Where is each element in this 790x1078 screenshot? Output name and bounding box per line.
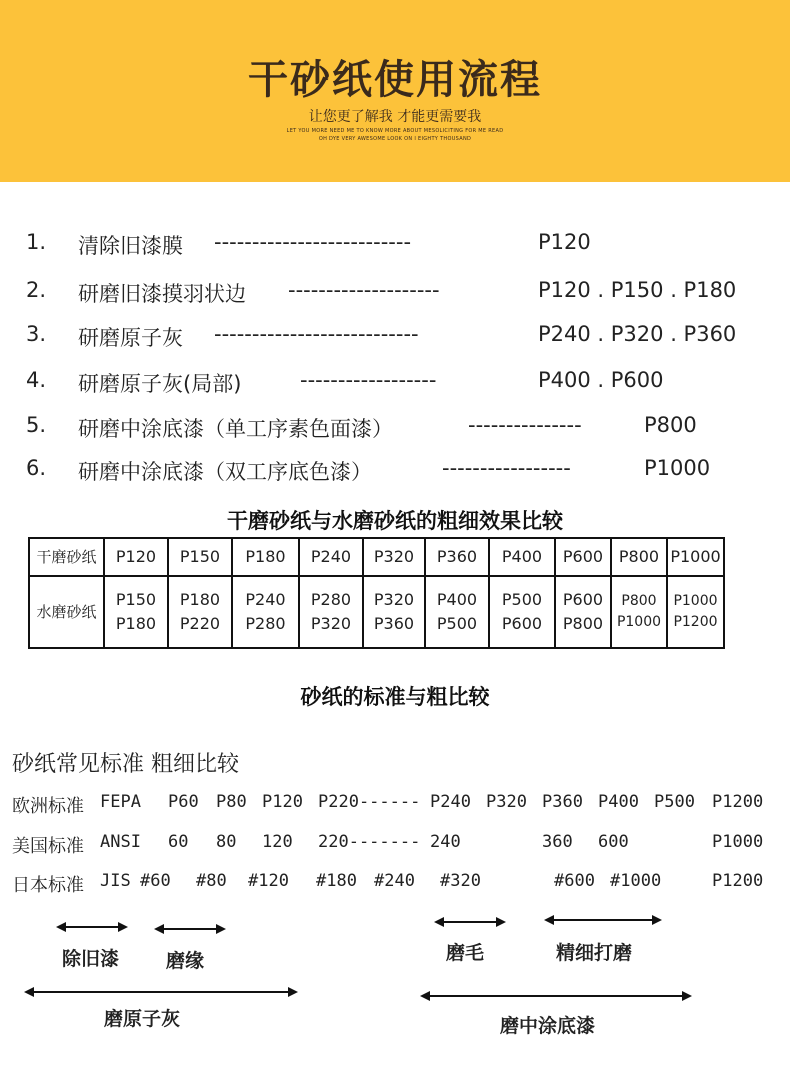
table-cell bbox=[425, 576, 489, 648]
standard-value: #240 bbox=[374, 871, 415, 891]
cell-line: P500 bbox=[436, 613, 478, 633]
standard-value: #80 bbox=[196, 871, 227, 891]
standard-value: P320 bbox=[486, 792, 527, 812]
step-name: 研磨原子灰 bbox=[78, 326, 183, 350]
step-name: 研磨旧漆摸羽状边 bbox=[78, 282, 246, 306]
table-cell bbox=[299, 576, 363, 648]
cell-line: P320 bbox=[373, 589, 415, 609]
wet-row bbox=[29, 576, 724, 648]
step-item bbox=[26, 368, 786, 398]
dry-row bbox=[29, 538, 724, 576]
table-cell bbox=[555, 576, 611, 648]
table-cell: P120 bbox=[104, 538, 168, 576]
standard-value: #320 bbox=[440, 871, 481, 891]
standard-value: #600 bbox=[554, 871, 595, 891]
english-tagline bbox=[0, 127, 790, 143]
standard-value: #1000 bbox=[610, 871, 662, 891]
step-name: 研磨中涂底漆（单工序素色面漆） bbox=[78, 417, 393, 441]
page-subtitle: 让您更了解我 才能更需要我 bbox=[308, 109, 482, 125]
step-item bbox=[26, 456, 786, 486]
edge-grinding-label: 磨缘 bbox=[166, 950, 205, 972]
table-cell: P180 bbox=[232, 538, 299, 576]
standard-value: 120 bbox=[262, 832, 293, 852]
comparison-table bbox=[28, 537, 725, 649]
step-grit: P120 . P150 . P180 bbox=[538, 278, 737, 302]
step-item bbox=[26, 322, 786, 352]
standard-value: P120 bbox=[262, 792, 303, 812]
cell-line: P400 bbox=[436, 589, 478, 609]
standard-value: P500 bbox=[654, 792, 695, 812]
fine-grinding-label: 精细打磨 bbox=[556, 942, 633, 964]
standard-value: #60 bbox=[140, 871, 171, 891]
grind-primer-label: 磨中涂底漆 bbox=[500, 1015, 596, 1037]
cell-line: P600 bbox=[501, 613, 543, 633]
cell-line: P360 bbox=[373, 613, 415, 633]
cell-line: P1000 bbox=[673, 592, 718, 609]
cell-line: P800 bbox=[621, 592, 657, 609]
standard-value: P1200 bbox=[712, 792, 764, 812]
standard-row-usa bbox=[12, 832, 782, 860]
standard-value: P60 bbox=[168, 792, 199, 812]
standard-value: 60 bbox=[168, 832, 189, 852]
cell-line: P800 bbox=[562, 613, 604, 633]
row-label: 水磨砂纸 bbox=[29, 576, 104, 648]
standard-value: JIS bbox=[100, 871, 131, 891]
table-cell: P1000 bbox=[667, 538, 724, 576]
english-tagline-line1: LET YOU MORE NEED ME TO KNOW MORE ABOUT MESOLICITING FOR ME READ bbox=[286, 128, 504, 134]
standard-label: 日本标准 bbox=[12, 875, 84, 896]
table-cell bbox=[168, 576, 232, 648]
standard-value: P400 bbox=[598, 792, 639, 812]
step-item bbox=[26, 413, 786, 443]
cell-line: P600 bbox=[562, 589, 604, 609]
cell-line: P280 bbox=[245, 613, 286, 633]
remove-old-paint-label: 除旧漆 bbox=[62, 948, 120, 970]
cell-line: P220 bbox=[179, 613, 221, 633]
table-cell: P360 bbox=[425, 538, 489, 576]
table-cell bbox=[363, 576, 425, 648]
table-cell bbox=[667, 576, 724, 648]
grind-putty-label: 磨原子灰 bbox=[104, 1008, 181, 1030]
standard-value: 220------- bbox=[318, 832, 421, 852]
standard-value: 600 bbox=[598, 832, 629, 852]
standard-value: P220------ bbox=[318, 792, 421, 812]
standard-value: ANSI bbox=[100, 832, 141, 852]
cell-line: P150 bbox=[115, 589, 157, 609]
standard-value: #120 bbox=[248, 871, 289, 891]
table-cell bbox=[611, 576, 667, 648]
cell-line: P1200 bbox=[673, 613, 718, 630]
step-item bbox=[26, 230, 786, 260]
scuffing-label: 磨毛 bbox=[446, 942, 485, 964]
table-cell: P150 bbox=[168, 538, 232, 576]
step-name: 研磨中涂底漆（双工序底色漆） bbox=[78, 460, 372, 484]
cell-line: P240 bbox=[245, 589, 286, 609]
step-grit: P120 bbox=[538, 230, 591, 254]
step-item bbox=[26, 278, 786, 308]
standard-value: P1200 bbox=[712, 871, 764, 891]
table-cell: P320 bbox=[363, 538, 425, 576]
table-cell bbox=[489, 576, 555, 648]
comparison-title: 干磨砂纸与水磨砂纸的粗细效果比较 bbox=[227, 509, 563, 533]
step-number: 4. bbox=[26, 368, 47, 392]
step-number: 5. bbox=[26, 413, 47, 437]
step-grit: P400 . P600 bbox=[538, 368, 664, 392]
step-number: 1. bbox=[26, 230, 47, 254]
step-grit: P240 . P320 . P360 bbox=[538, 322, 737, 346]
header-banner bbox=[0, 0, 790, 182]
step-number: 3. bbox=[26, 322, 47, 346]
cell-line: P500 bbox=[501, 589, 543, 609]
table-cell bbox=[104, 576, 168, 648]
step-number: 6. bbox=[26, 456, 47, 480]
standard-value: 240 bbox=[430, 832, 461, 852]
step-name: 研磨原子灰(局部) bbox=[78, 372, 242, 396]
cell-line: P180 bbox=[179, 589, 221, 609]
cell-line: P320 bbox=[310, 613, 352, 633]
step-leader: -------------------- bbox=[288, 278, 440, 302]
standard-label: 美国标准 bbox=[12, 836, 84, 857]
step-leader: ----------------- bbox=[442, 456, 571, 480]
standard-value: #180 bbox=[316, 871, 357, 891]
table-cell bbox=[232, 576, 299, 648]
table-cell: P800 bbox=[611, 538, 667, 576]
table-cell: P400 bbox=[489, 538, 555, 576]
step-leader: --------------- bbox=[468, 413, 582, 437]
step-leader: ------------------ bbox=[300, 368, 437, 392]
standard-label: 欧洲标准 bbox=[12, 796, 84, 817]
step-grit: P800 bbox=[644, 413, 697, 437]
step-number: 2. bbox=[26, 278, 47, 302]
standard-value: 360 bbox=[542, 832, 573, 852]
step-leader: --------------------------- bbox=[214, 322, 419, 346]
step-grit: P1000 bbox=[644, 456, 711, 480]
standard-value: FEPA bbox=[100, 792, 141, 812]
standard-value: P240 bbox=[430, 792, 471, 812]
standard-value: P1000 bbox=[712, 832, 764, 852]
cell-line: P280 bbox=[310, 589, 352, 609]
cell-line: P1000 bbox=[616, 613, 662, 630]
standard-row-europe bbox=[12, 792, 782, 820]
standard-value: P360 bbox=[542, 792, 583, 812]
standards-title: 砂纸的标准与粗比较 bbox=[300, 685, 490, 709]
step-leader: -------------------------- bbox=[214, 230, 412, 254]
row-label: 干磨砂纸 bbox=[29, 538, 104, 576]
table-cell: P240 bbox=[299, 538, 363, 576]
standard-value: 80 bbox=[216, 832, 237, 852]
page-title: 干砂纸使用流程 bbox=[248, 57, 542, 103]
range-arrows bbox=[0, 900, 790, 1070]
table-cell: P600 bbox=[555, 538, 611, 576]
standard-value: P80 bbox=[216, 792, 247, 812]
cell-line: P180 bbox=[115, 613, 157, 633]
step-name: 清除旧漆膜 bbox=[78, 234, 183, 258]
standards-heading: 砂纸常见标准 粗细比较 bbox=[12, 752, 239, 777]
standard-row-japan bbox=[12, 871, 782, 899]
english-tagline-line2: OH DYE VERY AWESOME LOOK ON I EIGHTY THOUSAND bbox=[318, 136, 472, 142]
